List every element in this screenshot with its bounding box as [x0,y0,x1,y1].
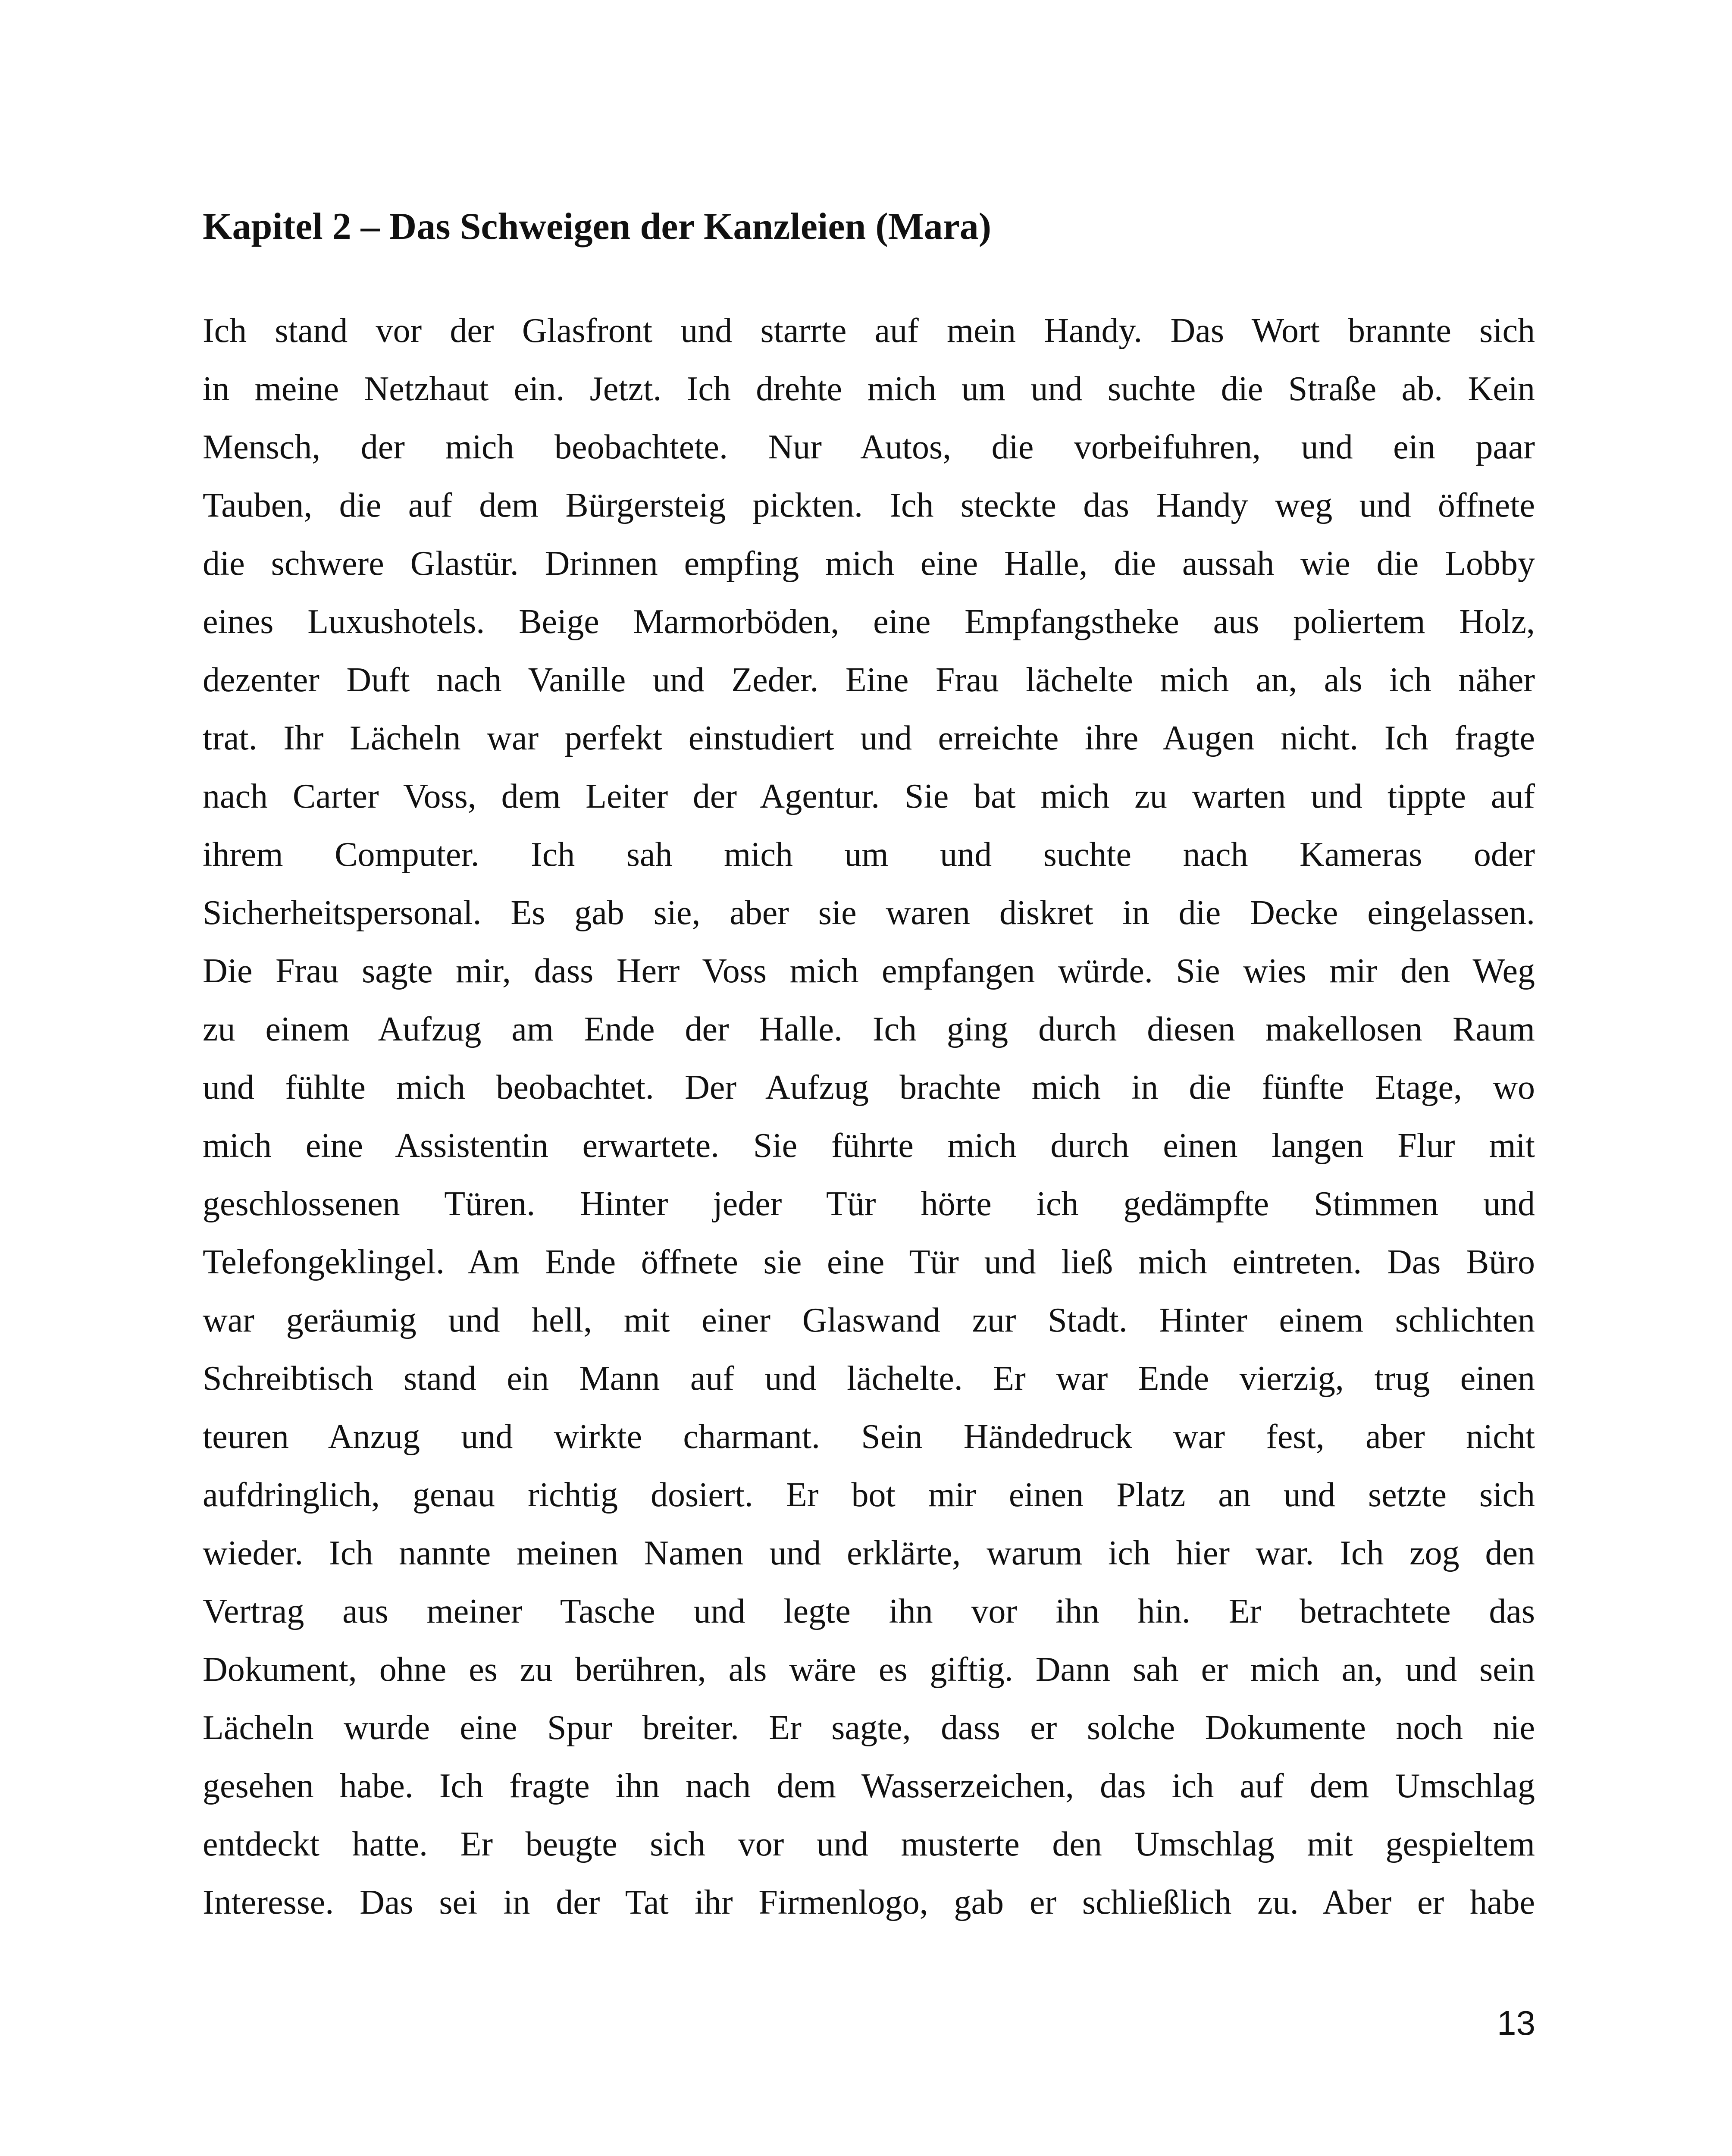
body-line: Mensch, der mich beobachtete. Nur Autos, die vorbeifuhren, und ein paar [203,428,1535,466]
body-line: Interesse. Das sei in der Tat ihr Firmenlogo, gab er schließlich zu. Aber er habe [203,1883,1535,1921]
body-line: nach Carter Voss, dem Leiter der Agentur. Sie bat mich zu warten und tippte auf [203,777,1535,815]
body-line: Die Frau sagte mir, dass Herr Voss mich empfangen würde. Sie wies mir den Weg [203,952,1535,990]
body-line: war geräumig und hell, mit einer Glaswand zur Stadt. Hinter einem schlichten [203,1301,1535,1339]
body-line: aufdringlich, genau richtig dosiert. Er bot mir einen Platz an und setzte sich [203,1476,1535,1514]
body-line: Sicherheitspersonal. Es gab sie, aber sie waren diskret in die Decke eingelassen. [203,894,1535,932]
body-text [203,302,1535,1932]
body-line: trat. Ihr Lächeln war perfekt einstudiert und erreichte ihre Augen nicht. Ich fragte [203,719,1535,757]
body-line: Tauben, die auf dem Bürgersteig pickten. Ich steckte das Handy weg und öffnete [203,486,1535,524]
body-line: ihrem Computer. Ich sah mich um und suchte nach Kameras oder [203,836,1535,874]
body-line: eines Luxushotels. Beige Marmorböden, eine Empfangstheke aus poliertem Holz, [203,603,1535,641]
body-line: gesehen habe. Ich fragte ihn nach dem Wasserzeichen, das ich auf dem Umschlag [203,1767,1535,1805]
chapter-title: Kapitel 2 – Das Schweigen der Kanzleien (Mara) [203,206,992,248]
body-line: geschlossenen Türen. Hinter jeder Tür hörte ich gedämpfte Stimmen und [203,1185,1535,1223]
body-line: Vertrag aus meiner Tasche und legte ihn vor ihn hin. Er betrachtete das [203,1592,1535,1630]
body-line: entdeckt hatte. Er beugte sich vor und musterte den Umschlag mit gespieltem [203,1825,1535,1863]
body-line: Ich stand vor der Glasfront und starrte auf mein Handy. Das Wort brannte sich [203,312,1535,350]
body-line: zu einem Aufzug am Ende der Halle. Ich ging durch diesen makellosen Raum [203,1010,1535,1048]
body-line: Dokument, ohne es zu berühren, als wäre es giftig. Dann sah er mich an, und sein [203,1651,1535,1689]
body-line: Schreibtisch stand ein Mann auf und lächelte. Er war Ende vierzig, trug einen [203,1360,1535,1398]
body-line: und fühlte mich beobachtet. Der Aufzug brachte mich in die fünfte Etage, wo [203,1069,1535,1106]
body-line: dezenter Duft nach Vanille und Zeder. Eine Frau lächelte mich an, als ich näher [203,661,1535,699]
body-line: Lächeln wurde eine Spur breiter. Er sagte, dass er solche Dokumente noch nie [203,1709,1535,1747]
body-line: wieder. Ich nannte meinen Namen und erklärte, warum ich hier war. Ich zog den [203,1534,1535,1572]
body-line: teuren Anzug und wirkte charmant. Sein Händedruck war fest, aber nicht [203,1418,1535,1456]
body-line: in meine Netzhaut ein. Jetzt. Ich drehte mich um und suchte die Straße ab. Kein [203,370,1535,408]
body-line: Telefongeklingel. Am Ende öffnete sie eine Tür und ließ mich eintreten. Das Büro [203,1243,1535,1281]
page-number: 13 [1497,2004,1535,2042]
body-line: mich eine Assistentin erwartete. Sie führte mich durch einen langen Flur mit [203,1127,1535,1165]
body-line: die schwere Glastür. Drinnen empfing mich eine Halle, die aussah wie die Lobby [203,545,1535,583]
